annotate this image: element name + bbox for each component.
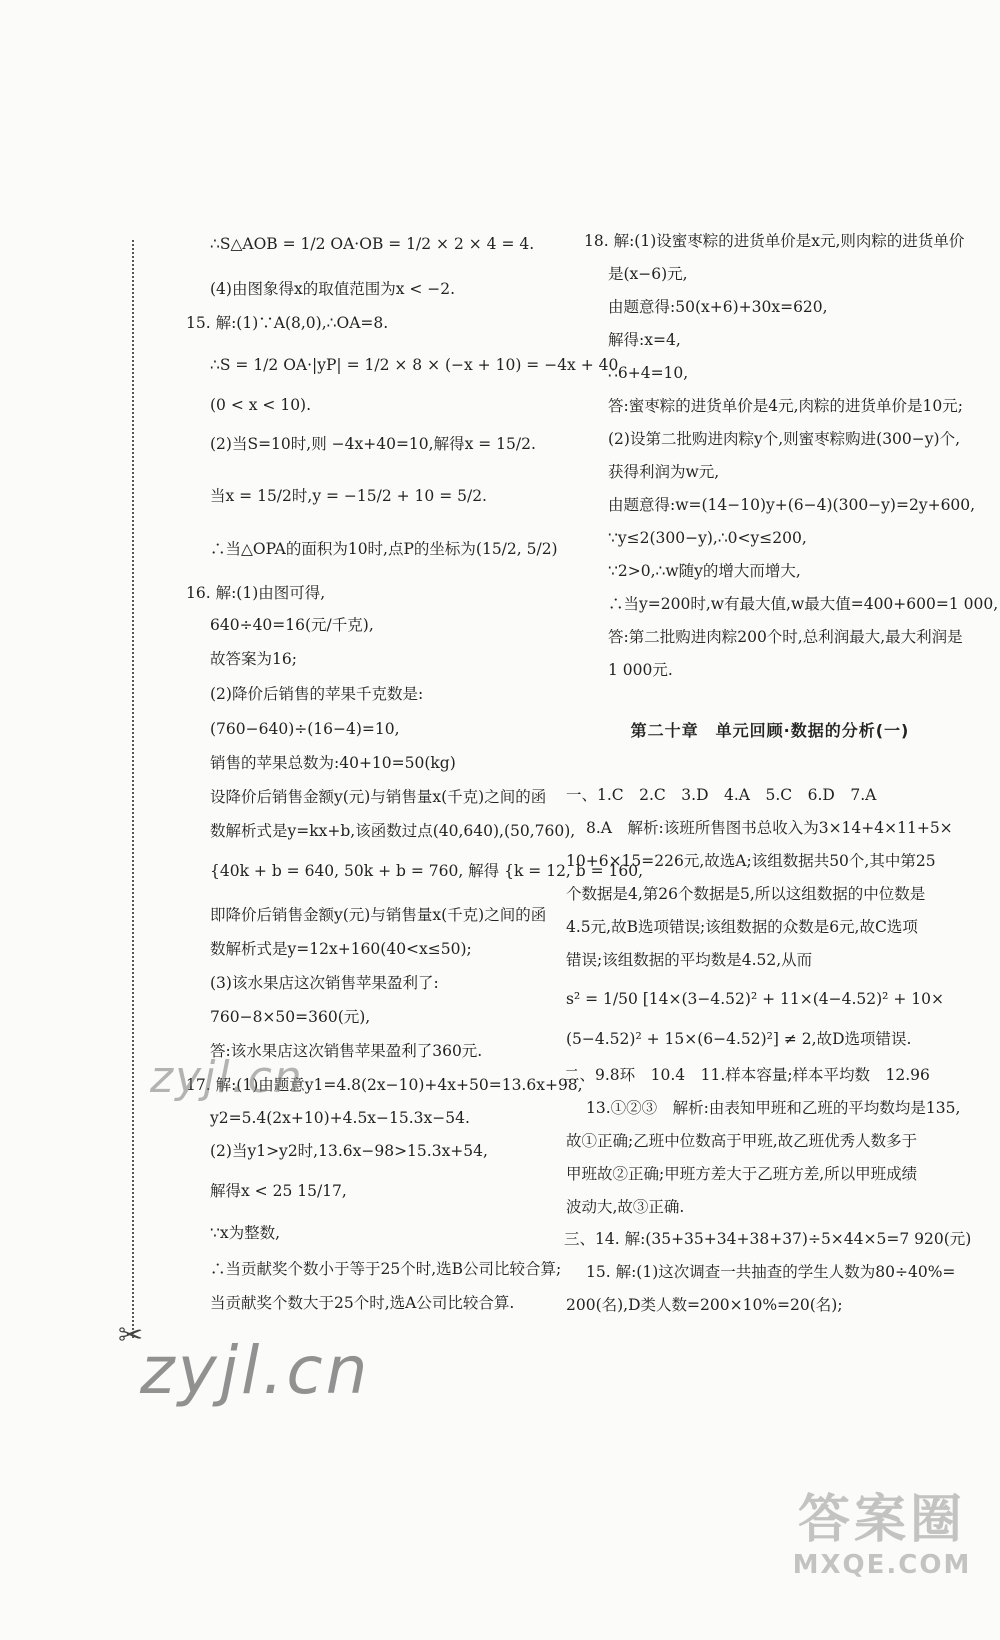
left-line: 640÷40=16(元/千克),: [210, 616, 374, 634]
left-line: 即降价后销售金额y(元)与销售量x(千克)之间的函: [210, 906, 547, 924]
left-line: (2)当y1>y2时,13.6x−98>15.3x+54,: [210, 1142, 488, 1160]
right-line: 错误;该组数据的平均数是4.52,从而: [566, 951, 813, 969]
left-line: y2=5.4(2x+10)+4.5x−15.3x−54.: [210, 1109, 470, 1127]
right-line: 二、9.8环 10.4 11.样本容量;样本平均数 12.96: [564, 1066, 930, 1084]
left-line: 故答案为16;: [210, 650, 297, 668]
left-line: (4)由图象得x的取值范围为x < −2.: [210, 280, 456, 298]
left-line: 15. 解:(1)∵A(8,0),∴OA=8.: [186, 314, 389, 332]
left-line: ∴S = 1/2 OA·|yP| = 1/2 × 8 × (−x + 10) = −4x + 40: [210, 356, 619, 374]
right-line: 15. 解:(1)这次调查一共抽查的学生人数为80÷40%=: [586, 1263, 956, 1281]
right-line: 由题意得:50(x+6)+30x=620,: [608, 298, 828, 316]
right-line: (5−4.52)² + 15×(6−4.52)²] ≠ 2,故D选项错误.: [566, 1030, 912, 1048]
left-line: 数解析式是y=kx+b,该函数过点(40,640),(50,760),: [210, 822, 576, 840]
left-line: (3)该水果店这次销售苹果盈利了:: [210, 974, 439, 992]
right-line: 解得:x=4,: [608, 331, 681, 349]
watermark-large: zyjl.cn: [140, 1332, 371, 1409]
left-line: (760−640)÷(16−4)=10,: [210, 720, 400, 738]
watermark-small: zyjl.cn: [150, 1052, 304, 1103]
left-line: 数解析式是y=12x+160(40<x≤50);: [210, 940, 472, 958]
site-stamp-logo: [782, 1490, 982, 1600]
right-line: 波动大,故③正确.: [566, 1198, 685, 1216]
right-line: 13.①②③ 解析:由表知甲班和乙班的平均数均是135,: [586, 1099, 961, 1117]
left-line: ∴当△OPA的面积为10时,点P的坐标为(15/2, 5/2): [210, 540, 558, 558]
left-line: 当贡献奖个数大于25个时,选A公司比较合算.: [210, 1294, 515, 1312]
right-line: 故①正确;乙班中位数高于甲班,故乙班优秀人数多于: [566, 1132, 918, 1150]
left-line: 销售的苹果总数为:40+10=50(kg): [210, 754, 456, 772]
right-line: 是(x−6)元,: [608, 265, 688, 283]
left-line: (0 < x < 10).: [210, 396, 312, 414]
right-line: 10+6×15=226元,故选A;该组数据共50个,其中第25: [566, 852, 936, 870]
right-line: ∴6+4=10,: [608, 364, 689, 382]
right-line: 4.5元,故B选项错误;该组数据的众数是6元,故C选项: [566, 918, 918, 936]
left-line: 答:该水果店这次销售苹果盈利了360元.: [210, 1042, 483, 1060]
right-line: (2)设第二批购进肉粽y个,则蜜枣粽购进(300−y)个,: [608, 430, 960, 448]
right-line: 200(名),D类人数=200×10%=20(名);: [566, 1296, 843, 1314]
right-line: 一、1.C 2.C 3.D 4.A 5.C 6.D 7.A: [566, 786, 877, 804]
stamp-title: 答案圈: [797, 1490, 966, 1550]
right-line: 8.A 解析:该班所售图书总收入为3×14+4×11+5×: [586, 819, 953, 837]
right-line: 个数据是4,第26个数据是5,所以这组数据的中位数是: [566, 885, 926, 903]
right-line: 1 000元.: [608, 661, 673, 679]
right-line: 答:蜜枣粽的进货单价是4元,肉粽的进货单价是10元;: [608, 397, 963, 415]
right-line: ∵2>0,∴w随y的增大而增大,: [608, 562, 801, 580]
cut-line: [132, 240, 134, 1338]
right-line: s² = 1/50 [14×(3−4.52)² + 11×(4−4.52)² + 10×: [566, 990, 944, 1008]
left-line: 16. 解:(1)由图可得,: [186, 584, 326, 602]
left-line: ∴当贡献奖个数小于等于25个时,选B公司比较合算;: [210, 1260, 562, 1278]
left-line: (2)当S=10时,则 −4x+40=10,解得x = 15/2.: [210, 435, 536, 453]
right-line: ∴当y=200时,w有最大值,w最大值=400+600=1 000,: [608, 595, 999, 613]
left-line: ∴S△AOB = 1/2 OA·OB = 1/2 × 2 × 4 = 4.: [210, 235, 535, 253]
left-line: 当x = 15/2时,y = −15/2 + 10 = 5/2.: [210, 487, 487, 505]
left-line: 17. 解:(1)由题意y1=4.8(2x−10)+4x+50=13.6x+98,: [186, 1076, 583, 1094]
left-line: 解得x < 25 15/17,: [210, 1182, 347, 1200]
left-line: {40k + b = 640, 50k + b = 760, 解得 {k = 12, b = 160,: [210, 862, 644, 880]
right-line: 甲班故②正确;甲班方差大于乙班方差,所以甲班成绩: [566, 1165, 918, 1183]
left-line: (2)降价后销售的苹果千克数是:: [210, 685, 424, 703]
left-line: 设降价后销售金额y(元)与销售量x(千克)之间的函: [210, 788, 547, 806]
right-line: 三、14. 解:(35+35+34+38+37)÷5×44×5=7 920(元): [564, 1230, 972, 1248]
stamp-url: MXQE.COM: [792, 1550, 972, 1580]
right-line: 由题意得:w=(14−10)y+(6−4)(300−y)=2y+600,: [608, 496, 976, 514]
scissors-icon: ✂: [118, 1318, 144, 1353]
section-heading: 第二十章 单元回顾·数据的分析(一): [630, 721, 910, 740]
left-line: ∵x为整数,: [210, 1224, 281, 1242]
right-line: 答:第二批购进肉粽200个时,总利润最大,最大利润是: [608, 628, 963, 646]
left-line: 760−8×50=360(元),: [210, 1008, 371, 1026]
right-line: ∵y≤2(300−y),∴0<y≤200,: [608, 529, 807, 547]
right-line: 18. 解:(1)设蜜枣粽的进货单价是x元,则肉粽的进货单价: [584, 232, 965, 250]
right-line: 获得利润为w元,: [608, 463, 720, 481]
